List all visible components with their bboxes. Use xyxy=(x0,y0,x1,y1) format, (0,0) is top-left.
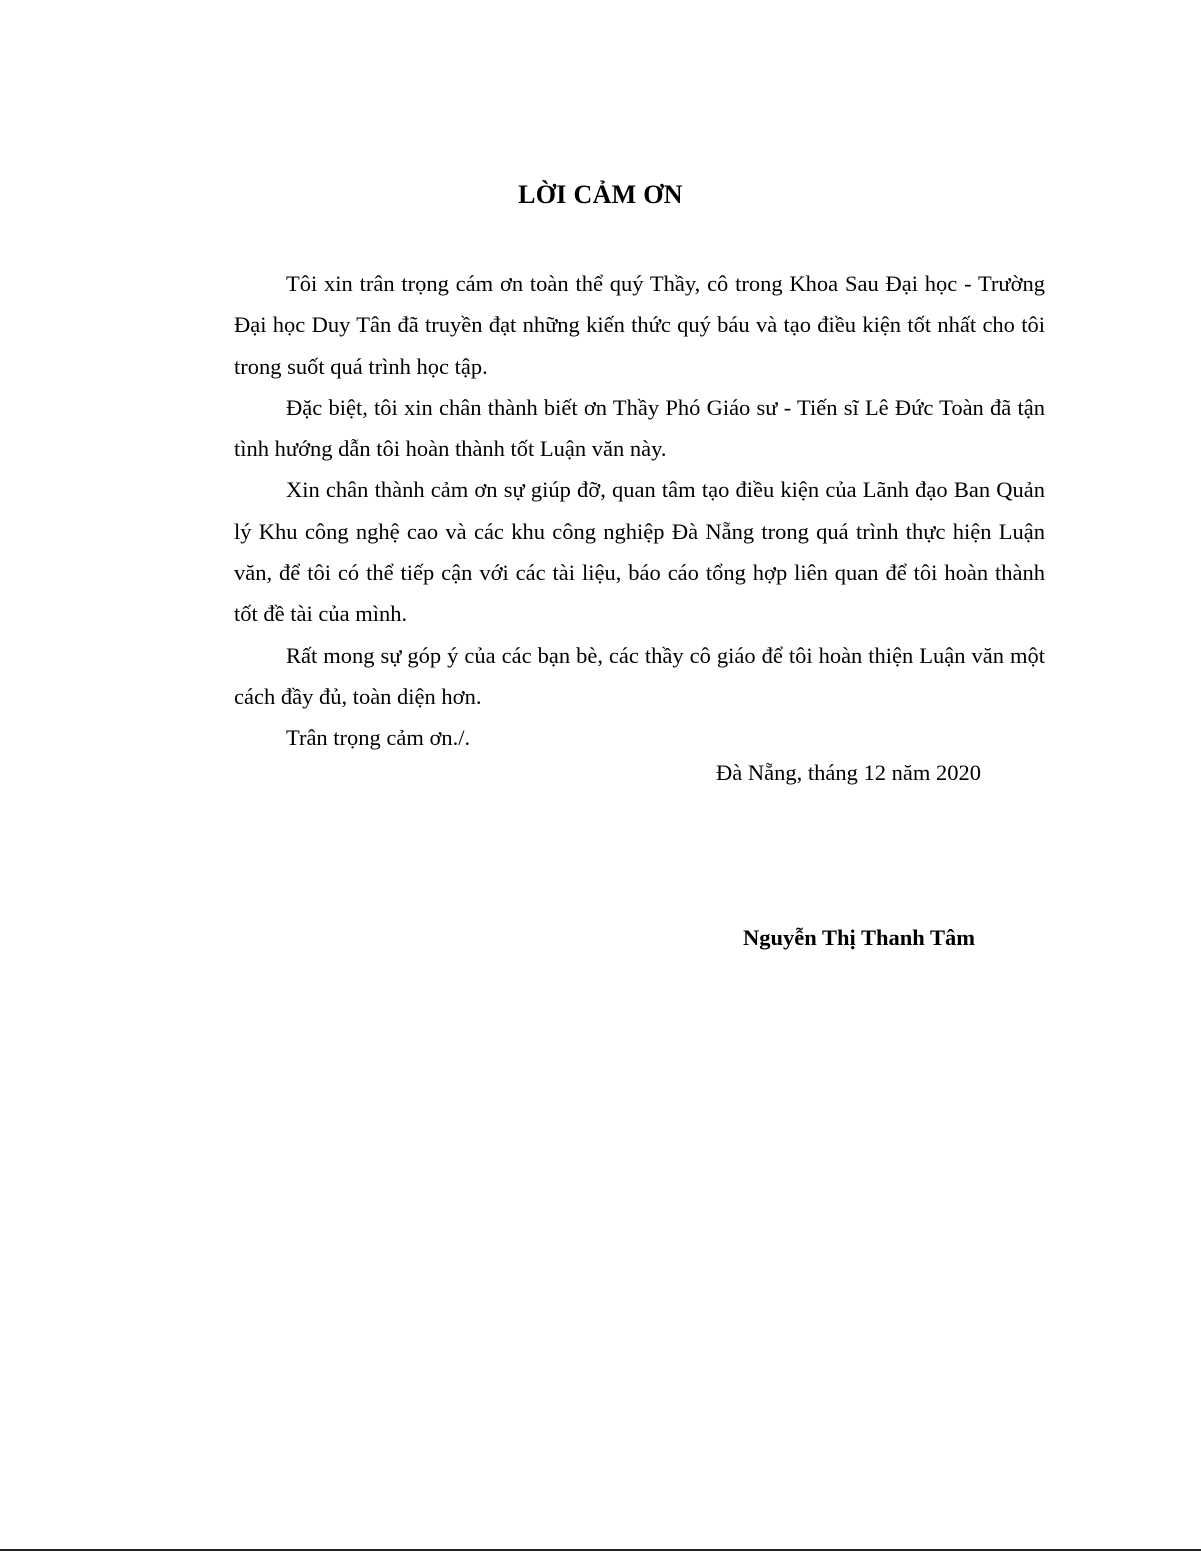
paragraph-thanks-supervisor: Đặc biệt, tôi xin chân thành biết ơn Thầy Phó Giáo sư - Tiến sĩ Lê Đức Toàn đã tận tình hướng dẫn tôi hoàn thành tốt Luận văn này. xyxy=(234,394,1045,462)
page-title: LỜI CẢM ƠN xyxy=(518,180,683,209)
paragraph-thanks-management-board: Xin chân thành cảm ơn sự giúp đỡ, quan tâm tạo điều kiện của Lãnh đạo Ban Quản lý Khu công nghệ cao và các khu công nghiệp Đà Nẵng trong quá trình thực hiện Luận văn, để tôi có thể tiếp cận với các tài liệu, báo cáo tổng hợp liên quan để tôi hoàn thành tốt đề tài của mình. xyxy=(234,477,1045,627)
author-name: Nguyễn Thị Thanh Tâm xyxy=(743,925,975,950)
paragraph-closing: Trân trọng cảm ơn./. xyxy=(286,725,471,751)
paragraph-thanks-faculty: Tôi xin trân trọng cám ơn toàn thể quý Thầy, cô trong Khoa Sau Đại học - Trường Đại học Duy Tân đã truyền đạt những kiến thức quý báu và tạo điều kiện tốt nhất cho tôi trong suốt quá trình học tập. xyxy=(234,271,1045,379)
paragraph-request-feedback: Rất mong sự góp ý của các bạn bè, các thầy cô giáo để tôi hoàn thiện Luận văn một cách đầy đủ, toàn diện hơn. xyxy=(234,642,1045,709)
date-line: Đà Nẵng, tháng 12 năm 2020 xyxy=(716,760,981,785)
page-bottom-divider xyxy=(0,1549,1201,1551)
acknowledgement-body xyxy=(234,263,1045,759)
